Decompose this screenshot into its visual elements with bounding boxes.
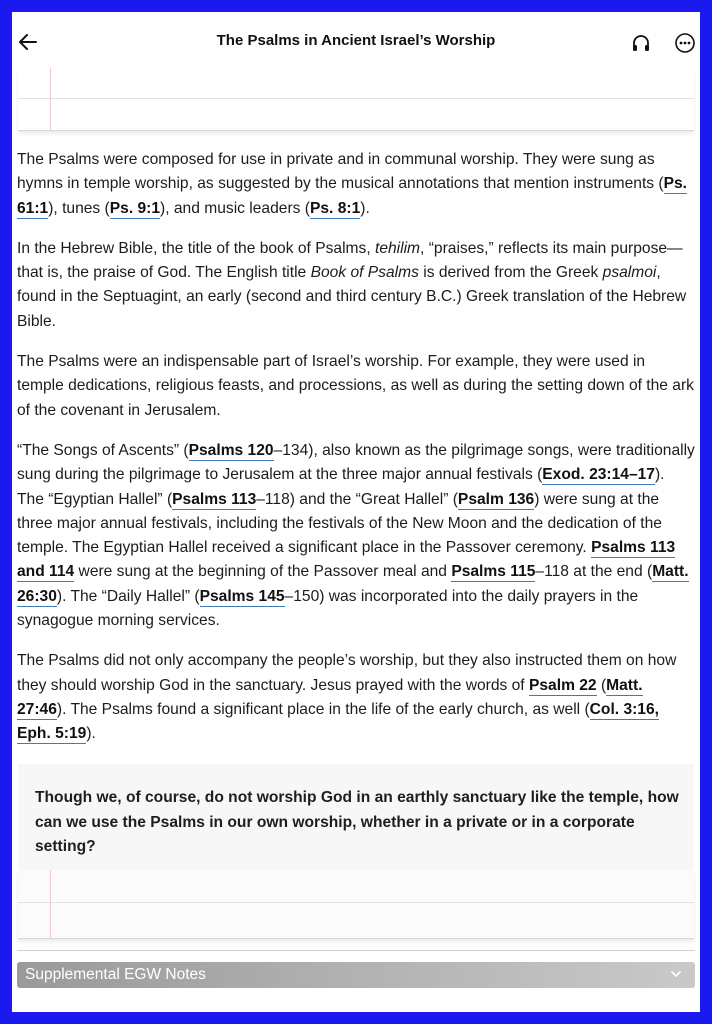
notes-area-bottom[interactable] <box>18 870 694 939</box>
headphones-icon <box>631 34 651 52</box>
paragraph: In the Hebrew Bible, the title of the book of Psalms, tehilim, “praises,” reflects its main purpose—that is, the praise of God. The English title Book of Psalms is derived from the Greek psalmoi, found in the Septuagint, an early (second and third century B.C.) Greek translation of the Hebrew Bible. <box>17 239 687 330</box>
status-bar <box>12 12 700 20</box>
scripture-link[interactable]: Psalms 145 <box>199 587 285 605</box>
scripture-link[interactable]: Matt. 26:30 <box>17 563 689 605</box>
accordion-label: Supplemental EGW Notes <box>25 966 206 983</box>
lesson-body <box>17 148 695 763</box>
audio-button[interactable] <box>628 30 654 56</box>
arrow-left-icon <box>19 34 37 50</box>
notes-margin-line <box>50 870 51 938</box>
scripture-link[interactable]: Ps. 61:1 <box>17 175 688 217</box>
scripture-link[interactable]: Psalms 115 <box>451 563 536 581</box>
scripture-link[interactable]: Psalms 120 <box>188 441 274 459</box>
back-button[interactable] <box>14 28 42 56</box>
supplemental-egw-notes-accordion[interactable] <box>17 962 695 988</box>
paragraph: The Psalms were an indispensable part of Israel’s worship. For example, they were used in temple dedications, religious feasts, and processions, as well as during the setting down of the ark of the covenant in Jerusalem. <box>17 353 694 419</box>
notes-area-top[interactable] <box>18 68 694 131</box>
scripture-link[interactable]: Matt. 27:46 <box>17 676 643 718</box>
paragraph: The Psalms did not only accompany the people’s worship, but they also instructed them on how they should worship God in the sanctuary. Jesus prayed with the words of Psalm 22 (Matt. 27:46). The Psalms found a significant place in the life of the early church, as well (Col. 3:16, Eph. 5:19). <box>17 652 677 743</box>
scripture-link[interactable]: Psalm 22 <box>528 676 597 694</box>
section-divider <box>17 950 695 951</box>
scripture-link[interactable]: Exod. 23:14–17 <box>542 466 655 484</box>
notes-margin-line <box>50 68 51 130</box>
paragraph: “The Songs of Ascents” (Psalms 120–134), also known as the pilgrimage songs, were traditionally sung during the pilgrimage to Jerusalem at the three major annual festivals (Exod. 23:14–17). The “Egyptian Hallel” (Psalms 113–118) and the “Great Hallel” (Psalm 136) were sung at the three major annual festivals, including the festivals of the New Moon and the dedication of the temple. The Egyptian Hallel received a significant place in the Passover ceremony. Psalms 113 and 114 were sung at the beginning of the Passover meal and Psalms 115–118 at the end (Matt. 26:30). The “Daily Hallel” (Psalms 145–150) was incorporated into the daily prayers in the synagogue morning services. <box>17 441 695 630</box>
app-screen <box>12 12 700 1012</box>
paragraph: The Psalms were composed for use in private and in communal worship. They were sung as hymns in temple worship, as suggested by the musical annotations that mention instruments (Ps. 61:1), tunes (Ps. 9:1), and music leaders (Ps. 8:1). <box>17 151 688 217</box>
chevron-down-icon <box>669 967 683 981</box>
notes-rule <box>18 902 694 903</box>
navigation-bar <box>12 24 700 62</box>
more-options-button[interactable] <box>672 30 698 56</box>
more-options-icon <box>674 32 696 54</box>
scripture-link[interactable]: Col. 3:16, Eph. 5:19 <box>17 700 659 743</box>
page-title: The Psalms in Ancient Israel’s Worship <box>216 32 496 49</box>
scripture-link[interactable]: Psalms 113 <box>172 490 257 508</box>
scripture-link[interactable]: Ps. 8:1 <box>309 199 361 217</box>
discussion-question: Though we, of course, do not worship God in an earthly sanctuary like the temple, how can we use the Psalms in our own worship, whether in a private or in a corporate setting? <box>35 789 679 855</box>
scripture-link[interactable]: Ps. 9:1 <box>109 199 161 217</box>
notes-rule <box>18 98 694 99</box>
discussion-question-box <box>18 764 694 870</box>
scripture-link[interactable]: Psalm 136 <box>457 490 535 508</box>
scripture-link[interactable]: Psalms 113 and 114 <box>17 539 676 581</box>
